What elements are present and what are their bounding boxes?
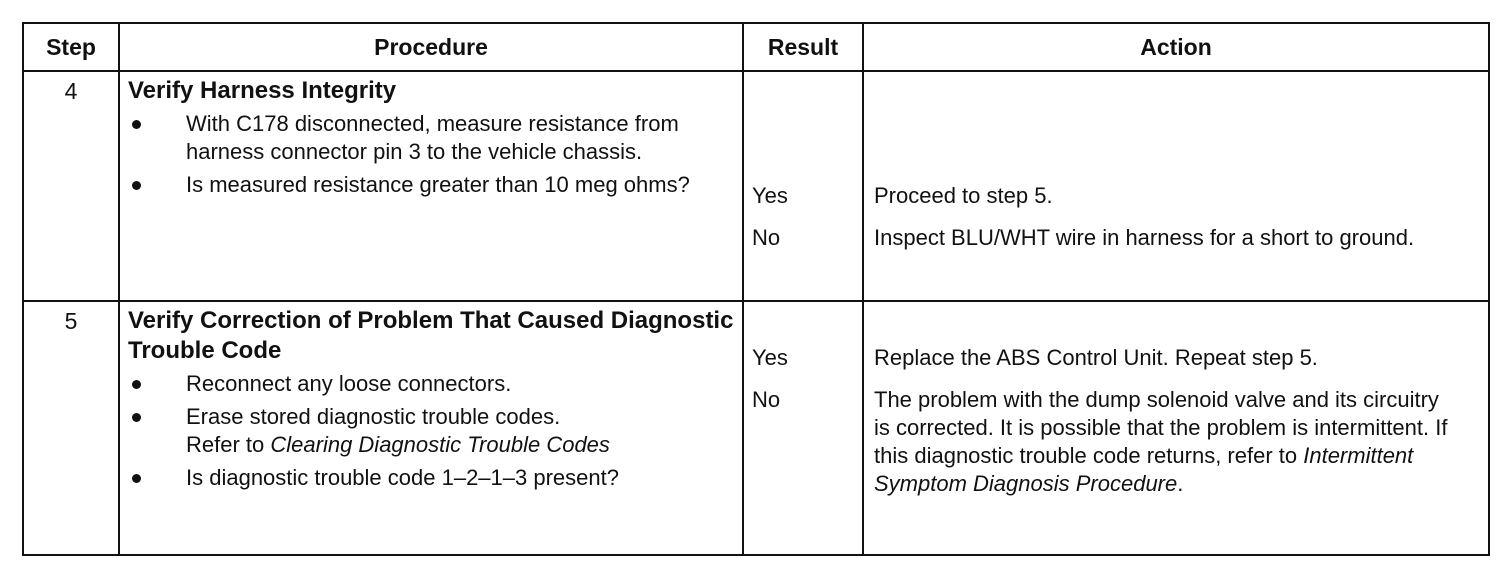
procedure-bullet <box>128 110 736 166</box>
result-cell <box>743 71 863 301</box>
procedure-reference: Intermittent Symptom Diagnosis Procedure <box>874 443 1414 496</box>
action-no: Inspect BLU/WHT wire in harness for a short to ground. <box>874 225 1415 250</box>
action-no-text: The problem with the dump solenoid valve and its circuitry is corrected. It is possible that the problem is intermittent. If this diagnostic trouble code returns, refer to <box>874 387 1448 468</box>
diagnostic-procedure-table <box>22 22 1490 556</box>
header-action: Action <box>863 23 1489 71</box>
bullet-icon <box>132 474 141 483</box>
procedure-bullet <box>128 403 736 459</box>
bullet-icon <box>132 413 141 422</box>
table-header-row <box>23 23 1489 71</box>
table-row-step-5 <box>23 301 1489 555</box>
result-no: No <box>752 225 781 250</box>
table-row-step-4 <box>23 71 1489 301</box>
procedure-cell <box>119 71 743 301</box>
bullet-text: Erase stored diagnostic trouble codes. <box>186 404 561 429</box>
bullet-text: Reconnect any loose connectors. <box>186 371 512 396</box>
result-yes: Yes <box>752 183 788 208</box>
header-result: Result <box>743 23 863 71</box>
action-no-end: . <box>1177 471 1184 496</box>
step-number: 4 <box>23 71 119 301</box>
procedure-bullet <box>128 370 736 398</box>
action-no <box>874 386 1458 498</box>
result-yes: Yes <box>752 345 788 370</box>
action-yes: Proceed to step 5. <box>874 183 1053 208</box>
procedure-bullet <box>128 464 736 492</box>
procedure-bullet <box>128 171 736 199</box>
bullet-text: With C178 disconnected, measure resistance from harness connector pin 3 to the vehicle chassis. <box>186 111 679 164</box>
bullet-text: Is diagnostic trouble code 1–2–1–3 present? <box>186 465 619 490</box>
diagnostic-table-page <box>22 22 1488 554</box>
bullet-icon <box>132 181 141 190</box>
action-yes: Replace the ABS Control Unit. Repeat step 5. <box>874 345 1318 370</box>
step-number: 5 <box>23 301 119 555</box>
header-procedure: Procedure <box>119 23 743 71</box>
bullet-icon <box>132 380 141 389</box>
procedure-title: Verify Correction of Problem That Caused Diagnostic Trouble Code <box>128 307 734 364</box>
bullet-text: Is measured resistance greater than 10 meg ohms? <box>186 172 690 197</box>
result-no: No <box>752 387 781 412</box>
procedure-bullet-list <box>128 370 736 492</box>
procedure-title: Verify Harness Integrity <box>128 77 397 104</box>
procedure-reference: Clearing Diagnostic Trouble Codes <box>270 432 610 457</box>
action-cell <box>863 71 1489 301</box>
procedure-cell <box>119 301 743 555</box>
bullet-icon <box>132 120 141 129</box>
result-cell <box>743 301 863 555</box>
bullet-text-prefix: Refer to <box>186 432 271 457</box>
action-cell <box>863 301 1489 555</box>
procedure-bullet-list <box>128 110 736 199</box>
header-step: Step <box>23 23 119 71</box>
